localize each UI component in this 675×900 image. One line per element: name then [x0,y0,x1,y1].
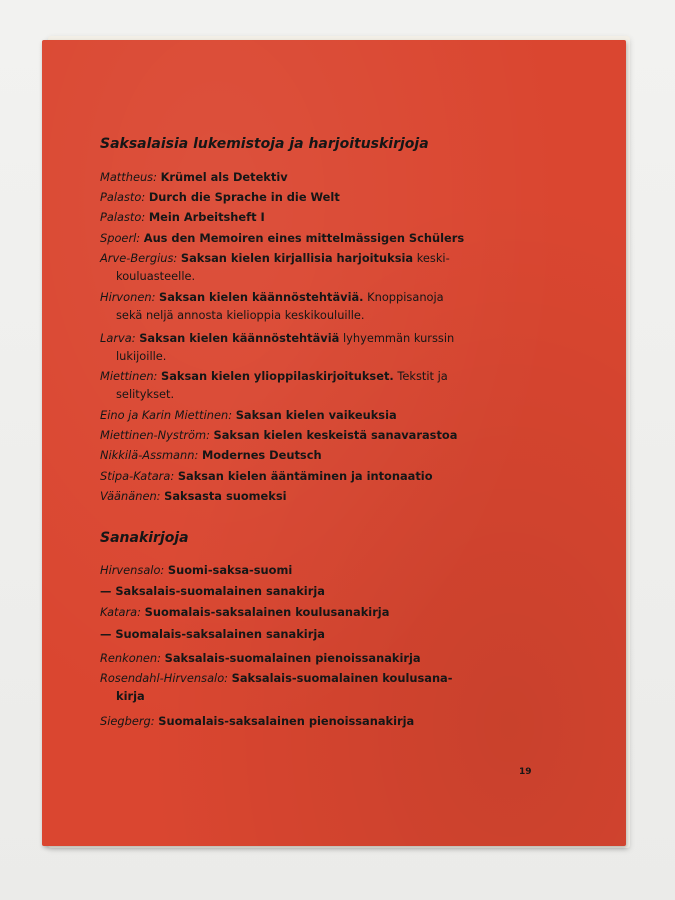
dictionary-entry: Renkonen: Saksalais-suomalainen pienoissanakirja [100,651,421,665]
page-number: 19 [519,767,532,777]
reading-entry: Hirvonen: Saksan kielen käännöstehtäviä. Knoppisanoja sekä neljä annosta kielioppia keskikouluille. [100,290,444,322]
dictionary-entry: Siegberg: Suomalais-saksalainen pienoissanakirja [100,714,415,728]
reading-entry: Mattheus: Krümel als Detektiv [100,170,288,184]
dictionary-entry: Rosendahl-Hirvensalo: Saksalais-suomalainen koulusana- kirja [100,671,453,703]
reading-entry: Miettinen-Nyström: Saksan kielen keskeistä sanavarastoa [100,428,458,442]
reading-entry: Stipa-Katara: Saksan kielen ääntäminen ja intonaatio [100,469,433,483]
reading-entry: Väänänen: Saksasta suomeksi [100,489,287,503]
reading-entry: Miettinen: Saksan kielen ylioppilaskirjoitukset. Tekstit ja selitykset. [100,369,448,401]
reading-entry: Larva: Saksan kielen käännöstehtäviä lyhyemmän kurssin lukijoille. [100,331,455,363]
reading-entry: Nikkilä-Assmann: Modernes Deutsch [100,448,322,462]
dictionary-entry: — Saksalais-suomalainen sanakirja [100,584,325,598]
dictionary-entry: Katara: Suomalais-saksalainen koulusanakirja [100,605,390,619]
reading-entry: Spoerl: Aus den Memoiren eines mittelmässigen Schülers [100,231,465,245]
reading-entry: Arve-Bergius: Saksan kielen kirjallisia harjoituksia keski- kouluasteelle. [100,251,450,283]
dictionaries-section-heading: Sanakirjoja [100,530,189,546]
reading-section-heading: Saksalaisia lukemistoja ja harjoituskirjoja [100,136,429,152]
dictionary-entry: — Suomalais-saksalainen sanakirja [100,627,325,641]
dictionary-entry: Hirvensalo: Suomi-saksa-suomi [100,563,293,577]
reading-entry: Palasto: Durch die Sprache in die Welt [100,190,340,204]
reading-entry: Eino ja Karin Miettinen: Saksan kielen vaikeuksia [100,408,397,422]
reading-entry: Palasto: Mein Arbeitsheft I [100,210,265,224]
